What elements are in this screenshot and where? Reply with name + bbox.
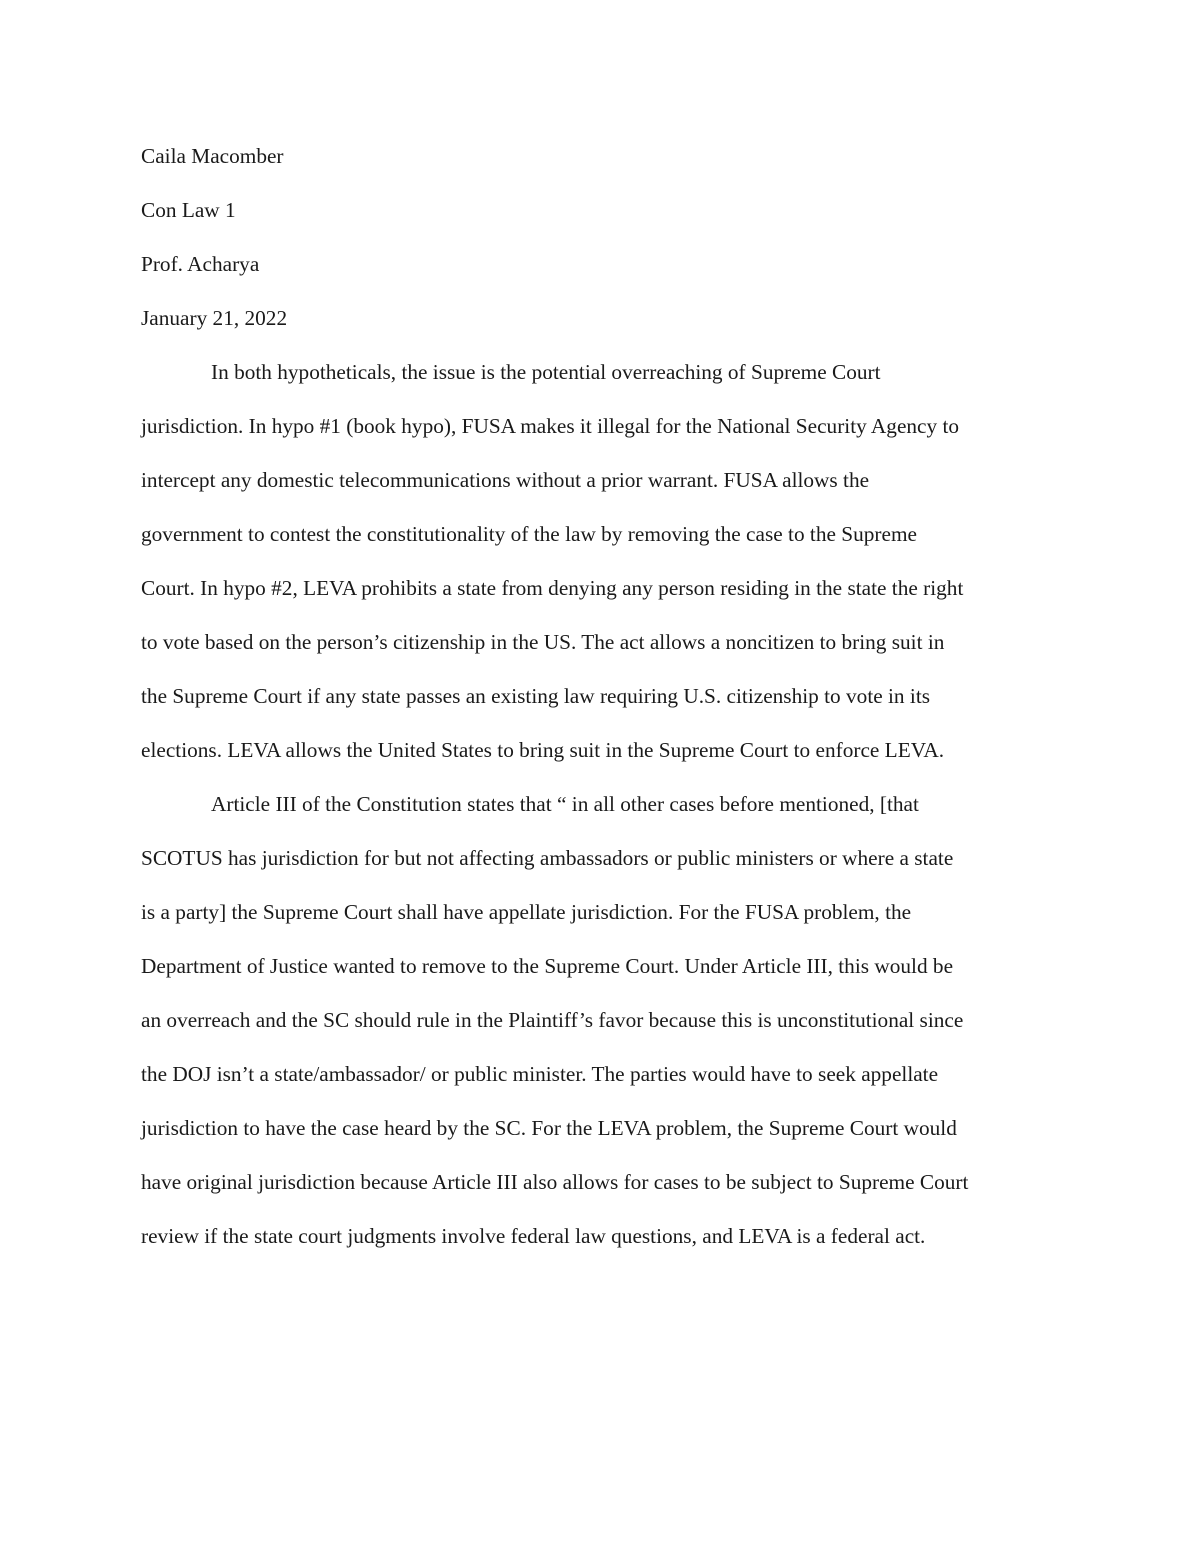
paragraph-line: review if the state court judgments involve federal law questions, and LEVA is a federal act. xyxy=(141,1224,926,1248)
document-body xyxy=(141,129,1061,1263)
author-name: Caila Macomber xyxy=(141,144,284,168)
paragraph-line: intercept any domestic telecommunications without a prior warrant. FUSA allows the xyxy=(141,468,870,492)
paragraph-line: SCOTUS has jurisdiction for but not affecting ambassadors or public ministers or where a state xyxy=(141,846,954,870)
paragraph-line: Article III of the Constitution states that “ in all other cases before mentioned, [that xyxy=(211,792,919,816)
paragraph-line: to vote based on the person’s citizenship in the US. The act allows a noncitizen to bring suit in xyxy=(141,630,945,654)
paragraph-line: elections. LEVA allows the United States to bring suit in the Supreme Court to enforce LEVA. xyxy=(141,738,945,762)
paragraph-1 xyxy=(141,345,1061,777)
paragraph-line: Department of Justice wanted to remove to the Supreme Court. Under Article III, this would be xyxy=(141,954,954,978)
document-date: January 21, 2022 xyxy=(141,306,288,330)
paragraph-line: the DOJ isn’t a state/ambassador/ or public minister. The parties would have to seek appellate xyxy=(141,1062,939,1086)
paragraph-line: jurisdiction. In hypo #1 (book hypo), FUSA makes it illegal for the National Security Agency to xyxy=(141,414,960,438)
paragraph-line: an overreach and the SC should rule in the Plaintiff’s favor because this is unconstitutional since xyxy=(141,1008,964,1032)
paragraph-line: Court. In hypo #2, LEVA prohibits a state from denying any person residing in the state the right xyxy=(141,576,964,600)
course-name: Con Law 1 xyxy=(141,198,236,222)
professor-name: Prof. Acharya xyxy=(141,252,260,276)
paragraph-line: is a party] the Supreme Court shall have appellate jurisdiction. For the FUSA problem, the xyxy=(141,900,912,924)
paragraph-line: have original jurisdiction because Article III also allows for cases to be subject to Supreme Court xyxy=(141,1170,969,1194)
paragraph-line: jurisdiction to have the case heard by the SC. For the LEVA problem, the Supreme Court would xyxy=(141,1116,957,1140)
paragraph-line: government to contest the constitutionality of the law by removing the case to the Supreme xyxy=(141,522,917,546)
paragraph-2 xyxy=(141,777,1061,1263)
paragraph-line: In both hypotheticals, the issue is the potential overreaching of Supreme Court xyxy=(211,360,881,384)
paragraph-line: the Supreme Court if any state passes an existing law requiring U.S. citizenship to vote in its xyxy=(141,684,931,708)
